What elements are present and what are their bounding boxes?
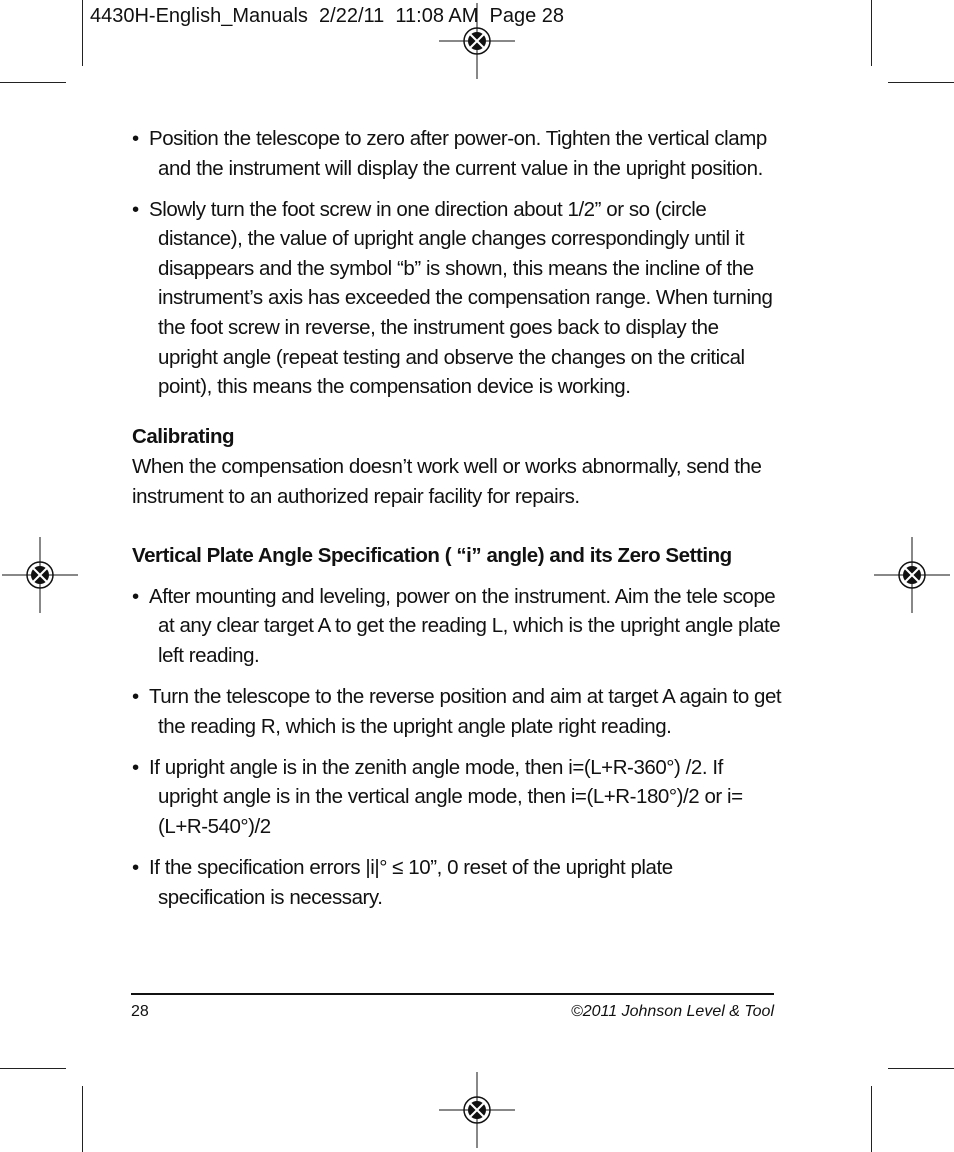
crop-mark-bottom-left-vertical bbox=[82, 1086, 83, 1152]
printer-slug: 4430H-English_Manuals 2/22/11 11:08 AM Page 28 bbox=[90, 5, 565, 27]
crop-mark-bottom-right-vertical bbox=[871, 1086, 872, 1152]
bullet-text: If upright angle is in the zenith angle mode, then i=(L+R-360°) /2. If upright angle is in the vertical angle mode, then i=(L+R-180°)/2 or i=(L+R-540°)/2 bbox=[149, 755, 743, 838]
bullet-item bbox=[132, 124, 782, 183]
page-number: 28 bbox=[131, 1003, 149, 1020]
bullet-icon: • bbox=[132, 127, 139, 150]
bullet-item bbox=[132, 853, 782, 912]
bullet-text: Turn the telescope to the reverse position and aim at target A again to get the reading R, which is the upright angle plate right reading. bbox=[149, 685, 782, 738]
section-heading-calibrating: Calibrating bbox=[132, 425, 235, 449]
crop-mark-top-left-vertical bbox=[82, 0, 83, 66]
crop-mark-top-left-horizontal bbox=[0, 82, 66, 83]
bullet-text: If the specification errors |i|° ≤ 10”, 0 reset of the upright plate specification is necessary. bbox=[149, 855, 673, 909]
bullet-icon: • bbox=[132, 755, 139, 779]
bullet-item bbox=[132, 682, 782, 741]
registration-mark-bottom bbox=[437, 1070, 517, 1150]
manual-page-content bbox=[132, 124, 782, 924]
copyright-notice: ©2011 Johnson Level & Tool bbox=[570, 1003, 774, 1020]
registration-mark-left bbox=[0, 535, 80, 615]
bullet-icon: • bbox=[132, 584, 139, 608]
calibrating-paragraph: When the compensation doesn’t work well or works abnormally, send the instrument to an authorized repair facility for repairs. bbox=[132, 454, 762, 508]
bullet-item bbox=[132, 753, 782, 842]
registration-mark-right bbox=[872, 535, 952, 615]
section-heading-vertical-plate: Vertical Plate Angle Specification ( “i” angle) and its Zero Setting bbox=[132, 544, 732, 568]
bullet-text: Slowly turn the foot screw in one direction about 1/2” or so (circle distance), the value of upright angle changes correspondingly until it disappears and the symbol “b” is shown, this means the incline of the instrument’s axis has exceeded the compensation range. When turning the foot screw in reverse, the instrument goes back to display the upright angle (repeat testing and observe the changes on the critical point), this means the compensation device is working. bbox=[149, 197, 773, 399]
crop-mark-bottom-right-horizontal bbox=[888, 1068, 954, 1069]
bullet-item bbox=[132, 195, 782, 402]
crop-mark-top-right-vertical bbox=[871, 0, 872, 66]
registration-mark-top bbox=[437, 1, 517, 81]
crop-mark-top-right-horizontal bbox=[888, 82, 954, 83]
bullet-item bbox=[132, 582, 782, 671]
bullet-icon: • bbox=[132, 855, 139, 879]
bullet-text: Position the telescope to zero after power-on. Tighten the vertical clamp and the instrument will display the current value in the upright position. bbox=[149, 127, 767, 180]
bullet-text: After mounting and leveling, power on the instrument. Aim the tele scope at any clear target A to get the reading L, which is the upright angle plate left reading. bbox=[149, 584, 781, 667]
bullet-icon: • bbox=[132, 197, 139, 221]
crop-mark-bottom-left-horizontal bbox=[0, 1068, 66, 1069]
footer-divider bbox=[131, 993, 774, 995]
bullet-icon: • bbox=[132, 685, 139, 708]
